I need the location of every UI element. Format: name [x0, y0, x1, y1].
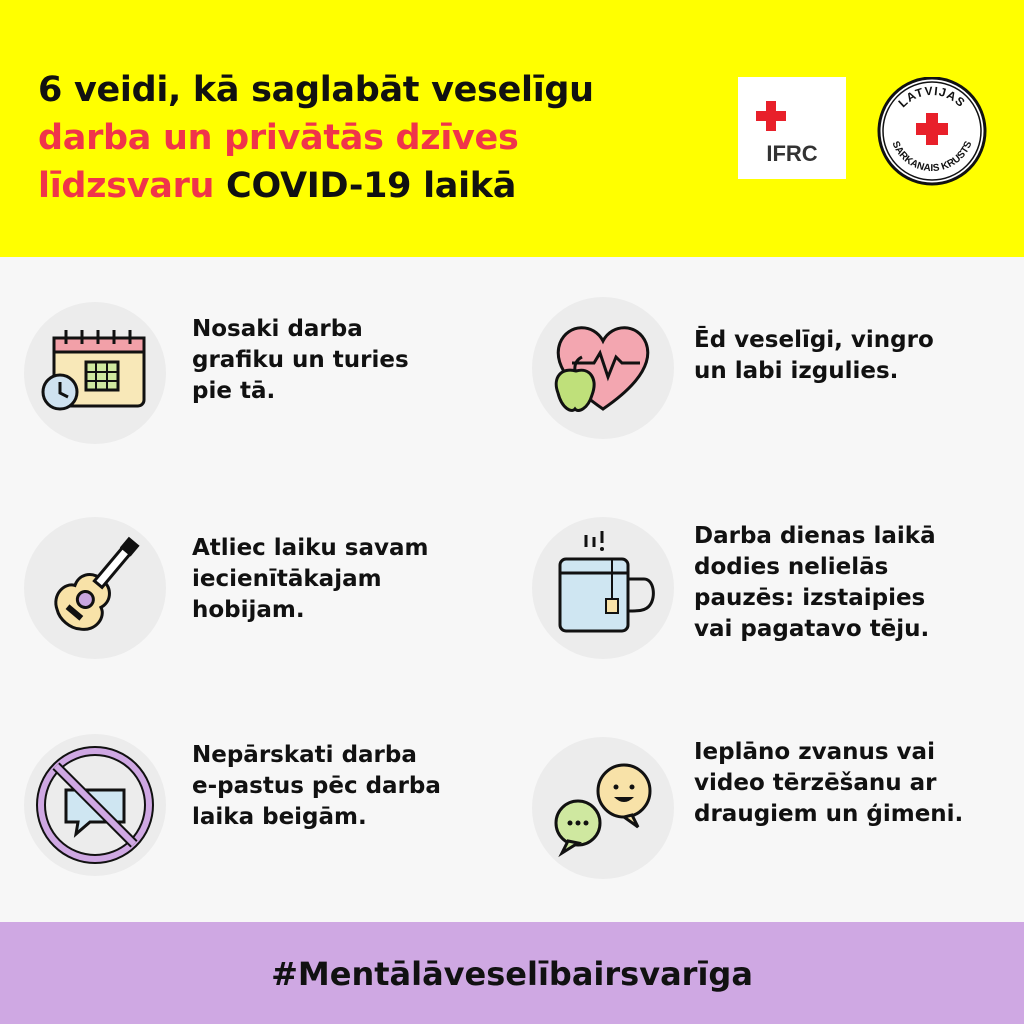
tip-5-line-2: e-pastus pēc darba — [192, 773, 441, 799]
tip-4-line-2: dodies nelielās — [694, 554, 889, 580]
latvian-red-cross-logo — [872, 77, 992, 187]
tip-5-line-3: laika beigām. — [192, 804, 367, 830]
tip-1-line-2: grafiku un turies — [192, 347, 409, 373]
header-banner — [0, 0, 1024, 257]
tip-4-line-4: vai pagatavo tēju. — [694, 616, 930, 642]
tip-text-2 — [694, 325, 1024, 387]
tip-text-3 — [192, 533, 492, 626]
red-cross-seal-icon — [872, 77, 992, 187]
title-line-1: 6 veidi, kā saglabāt veselīgu — [38, 70, 594, 110]
title-line-3-red: līdzsvaru — [38, 166, 215, 206]
no-chat-icon — [24, 734, 166, 876]
tip-text-1 — [192, 314, 492, 407]
tip-2-line-1: Ēd veselīgi, vingro — [694, 327, 934, 353]
calendar-clock-icon — [24, 302, 166, 444]
tip-3-line-1: Atliec laiku savam — [192, 535, 429, 561]
title-line-2: darba un privātās dzīves — [38, 118, 519, 158]
tip-text-5 — [192, 740, 492, 833]
seal-top-text: LATVIJAS — [895, 83, 969, 111]
heart-apple-icon — [532, 297, 674, 439]
chat-bubbles-icon — [532, 737, 674, 879]
tip-1-line-1: Nosaki darba — [192, 316, 363, 342]
title-line-3 — [38, 162, 718, 210]
guitar-icon — [24, 517, 166, 659]
ifrc-emblem-icon — [738, 77, 846, 179]
tea-mug-icon — [532, 517, 674, 659]
seal-bottom-text: SARKANAIS KRUSTS — [889, 139, 975, 175]
tip-1-line-3: pie tā. — [192, 378, 276, 404]
tips-section — [0, 257, 1024, 922]
tip-3-line-3: hobijam. — [192, 597, 305, 623]
title-line-3-black: COVID-19 laikā — [214, 166, 517, 206]
tip-4-line-3: pauzēs: izstaipies — [694, 585, 926, 611]
tip-4-line-1: Darba dienas laikā — [694, 523, 936, 549]
tip-5-line-1: Nepārskati darba — [192, 742, 417, 768]
page-title — [38, 66, 718, 210]
tip-text-4 — [694, 521, 1024, 645]
tip-3-line-2: iecienītākajam — [192, 566, 382, 592]
tip-text-6 — [694, 737, 1024, 830]
footer-hashtag: #Mentālāveselībairsvarīga — [271, 955, 753, 993]
tip-6-line-3: draugiem un ģimeni. — [694, 801, 964, 827]
ifrc-logo-text: IFRC — [766, 141, 818, 166]
tip-6-line-1: Ieplāno zvanus vai — [694, 739, 935, 765]
ifrc-logo — [738, 77, 846, 179]
tip-2-line-2: un labi izgulies. — [694, 358, 899, 384]
tip-6-line-2: video tērzēšanu ar — [694, 770, 937, 796]
